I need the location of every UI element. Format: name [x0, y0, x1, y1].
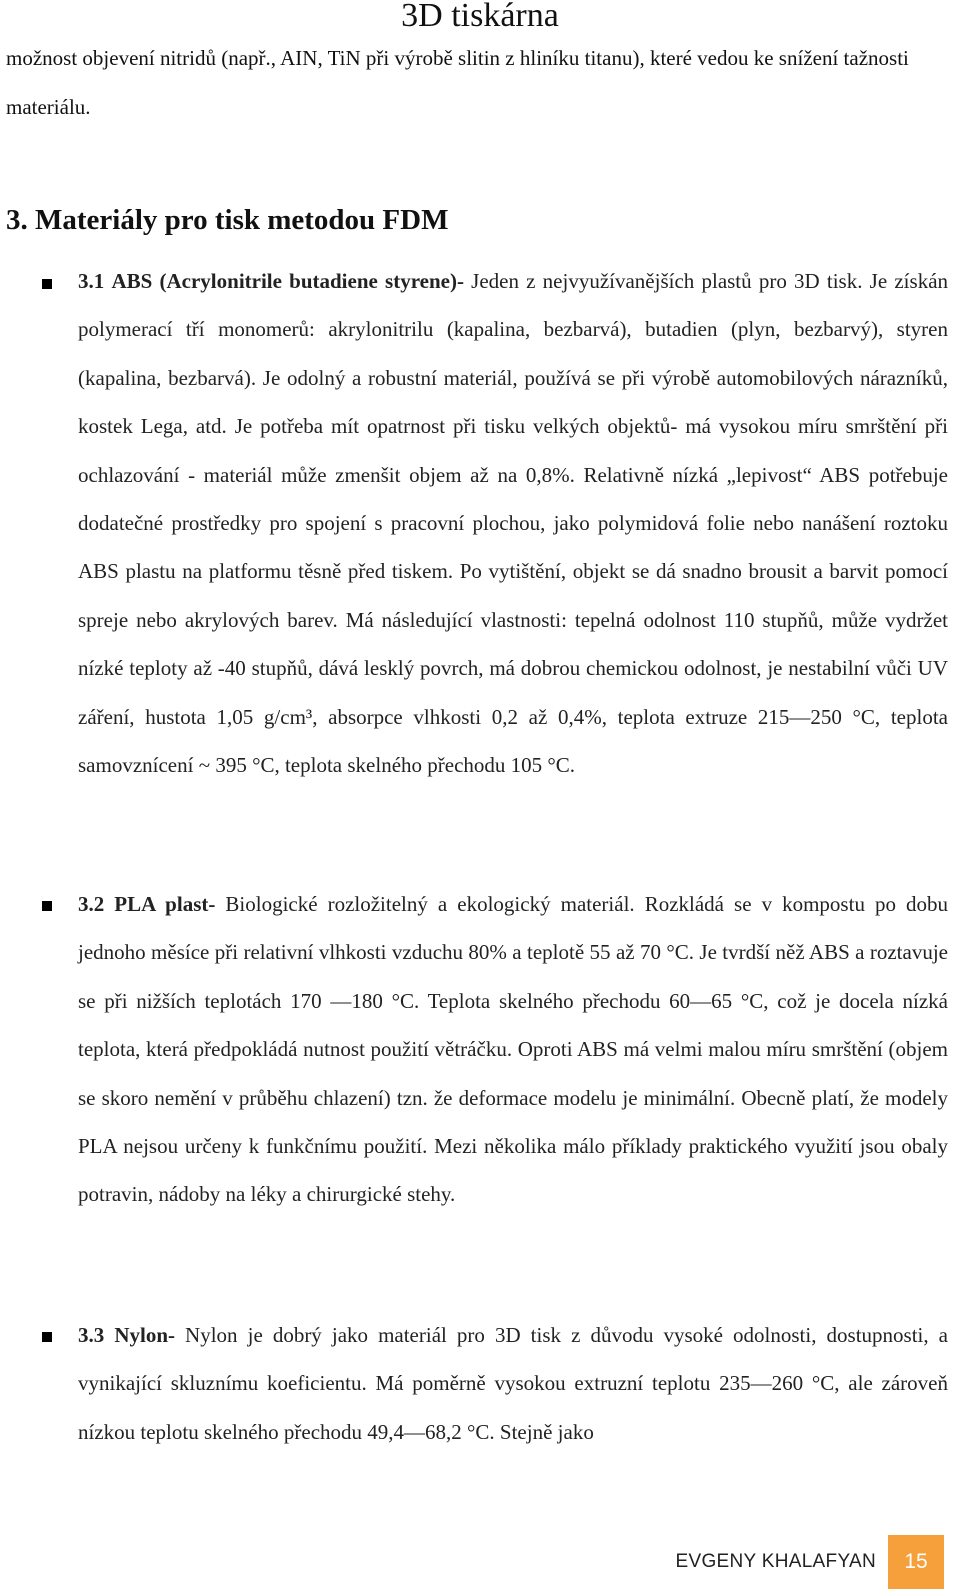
- page-footer: [676, 1535, 945, 1589]
- item-name: PLA plast-: [114, 892, 216, 916]
- section-heading: 3. Materiály pro tisk metodou FDM: [6, 204, 449, 236]
- item-body: Nylon je dobrý jako materiál pro 3D tisk z důvodu vysoké odolnosti, dostupnosti, a vynikající skluznímu koeficientu. Má poměrně vysokou extruzní teplotu 235—260 °C, ale zároveň nízkou teplotu skelného přechodu 49,4—68,2 °C. Stejně jako: [78, 1323, 948, 1444]
- item-body: Jeden z nejvyužívanějších plastů pro 3D tisk. Je získán polymerací tří monomerů: akrylonitrilu (kapalina, bezbarvá), butadien (plyn, bezbarvý), styren (kapalina, bezbarvá). Je odolný a robustní materiál, používá se při výrobě automobilových nárazníků, kostek Lega, atd. Je potřeba mít opatrnost při tisku velkých objektů- má vysokou míru smrštění při ochlazování - materiál může zmenšit objem až na 0,8%. Relativně nízká „lepivost“ ABS potřebuje dodatečné prostředky pro spojení s pracovní plochou, jako polymidová folie nebo nanášení roztoku ABS plastu na platformu těsně před tiskem. Po vytištění, objekt se dá snadno brousit a barvit pomocí spreje nebo akrylových barev. Má následující vlastnosti: tepelná odolnost 110 stupňů, může vydržet nízké teploty až -40 stupňů, dává lesklý povrch, má dobrou chemickou odolnost, je nestabilní vůči UV záření, hustota 1,05 g/cm³, absorpce vlhkosti 0,2 až 0,4%, teplota extruze 215—250 °C, teplota samovznícení ~ 395 °C, teplota skelného přechodu 105 °C.: [78, 269, 949, 778]
- item-number: 3.1: [78, 269, 105, 293]
- page-header-title: 3D tiskárna: [401, 0, 559, 34]
- item-body: Biologické rozložitelný a ekologický materiál. Rozkládá se v kompostu po dobu jednoho měsíce při relativní vlhkosti vzduchu 80% a teplotě 55 až 70 °C. Je tvrdší něž ABS a roztavuje se při nižších teplotách 170 —180 °C. Teplota skelného přechodu 60—65 °C, což je docela nízká teplota, která předpokládá nutnost použití větráčku. Oproti ABS má velmi malou míru smrštění (objem se skoro nemění v průběhu chlazení) tzn. že deformace modelu je minimální. Obecně platí, že modely PLA nejsou určeny k funkčnímu použití. Mezi několika málo příklady praktického využití jsou obaly potravin, nádoby na léky a chirurgické stehy.: [78, 892, 949, 1207]
- item-name: ABS (Acrylonitrile butadiene styrene)-: [111, 269, 464, 293]
- item-number: 3.3: [78, 1323, 105, 1347]
- list-item-nylon-text: [78, 1311, 948, 1456]
- item-name: Nylon-: [114, 1323, 175, 1347]
- list-item-pla-text: [78, 880, 948, 1219]
- square-bullet-icon: [42, 901, 52, 911]
- footer-author: EVGENY KHALAFYAN: [675, 1551, 876, 1572]
- list-item-abs-text: [78, 257, 948, 789]
- square-bullet-icon: [42, 1332, 52, 1342]
- intro-paragraph: možnost objevení nitridů (např., AIN, TiN při výrobě slitin z hliníku titanu), které vedou ke snížení tažnosti materiálu.: [6, 46, 909, 119]
- item-number: 3.2: [78, 892, 105, 916]
- page-number-badge: 15: [888, 1535, 944, 1589]
- square-bullet-icon: [42, 279, 52, 289]
